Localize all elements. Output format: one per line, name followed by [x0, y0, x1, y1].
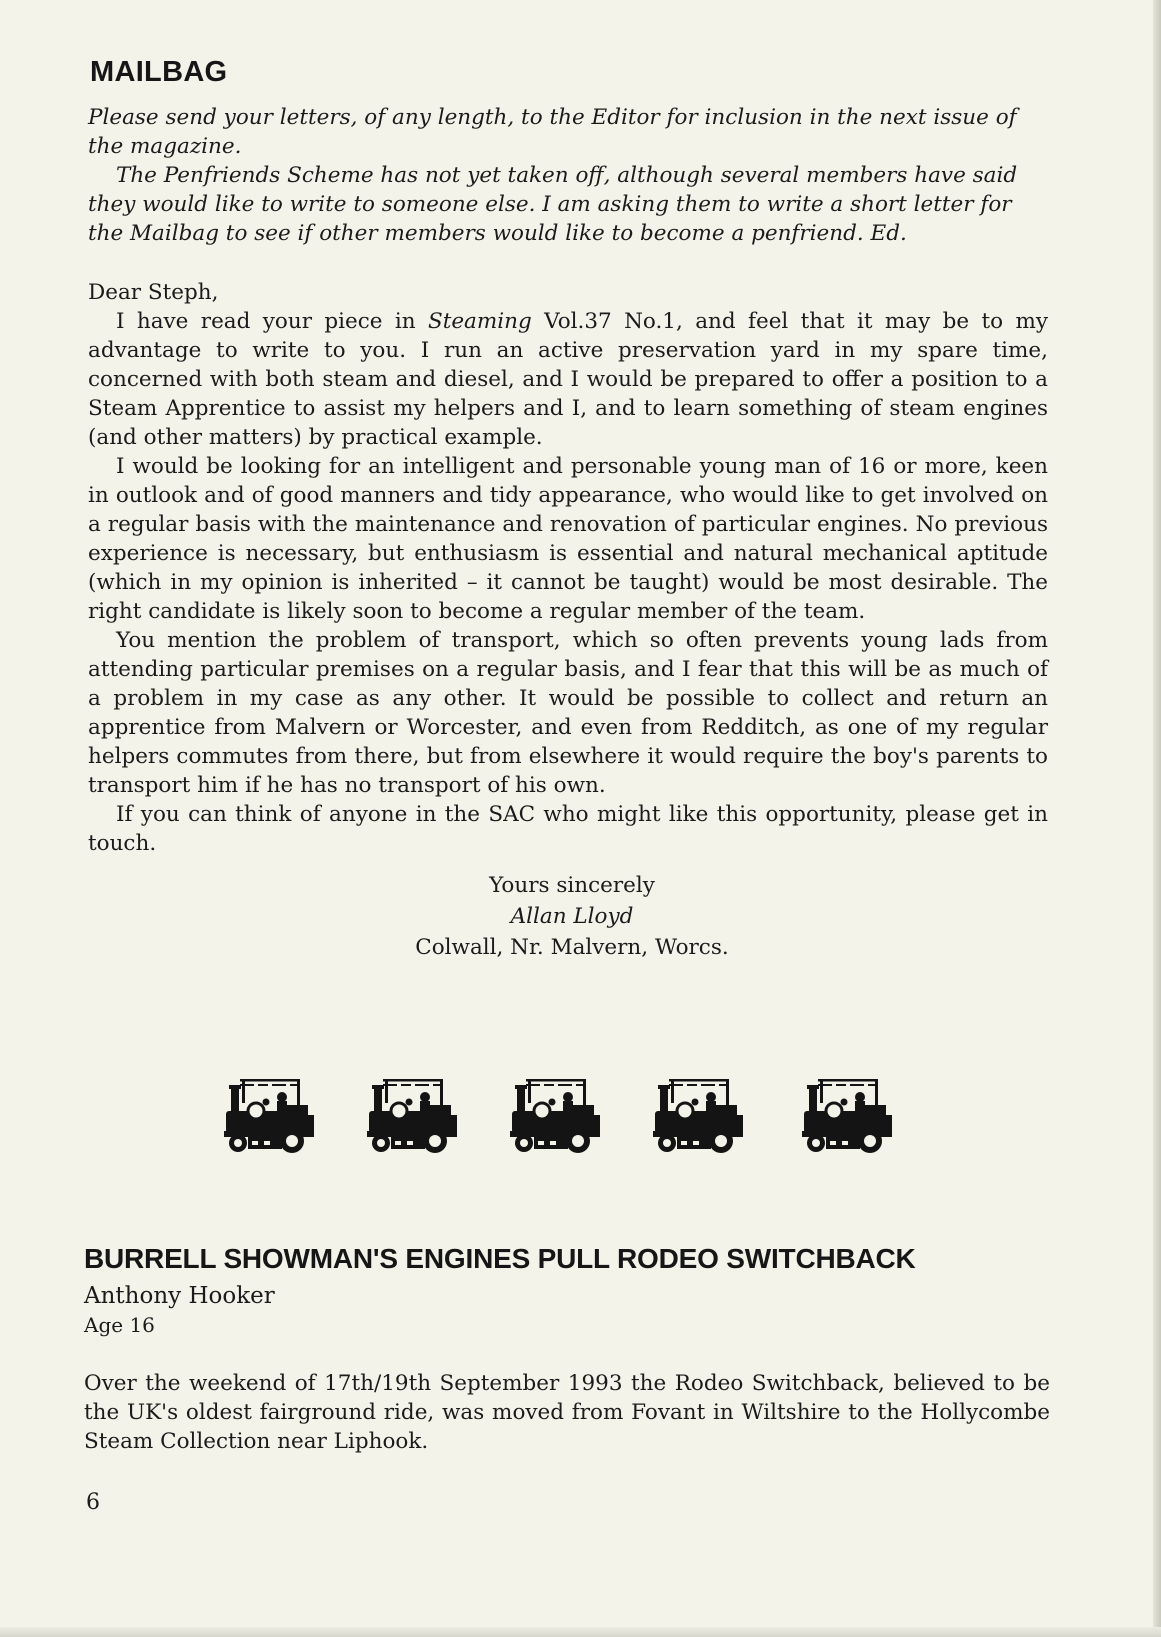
letter-paragraph-1	[88, 307, 1048, 452]
letter-paragraph-2: I would be looking for an intelligent and personable young man of 16 or more, keen in outlook and of good manners and tidy appearance, who would like to get involved on a regular basis with the maintenance and renovation of particular engines. No previous experience is necessary, but enthusiasm is essential and natural mechanical aptitude (which in my opinion is inherited – it cannot be taught) would be most desirable. The right candidate is likely soon to become a regular member of the team.	[88, 454, 1048, 624]
editor-note	[88, 103, 1048, 248]
article-author-age: Age 16	[84, 1313, 155, 1337]
page-number: 6	[86, 1490, 100, 1515]
letter-paragraph-1-start: I have read your piece in	[116, 309, 428, 334]
editor-note-paragraph-1: Please send your letters, of any length, to the Editor for inclusion in the next issue of the magazine.	[88, 105, 1017, 159]
steam-engine-icon	[800, 1075, 896, 1155]
letter-closing: Yours sincerely	[489, 873, 655, 898]
letter-signature: Allan Lloyd	[510, 904, 634, 929]
steam-engine-icon	[651, 1075, 747, 1155]
article-author: Anthony Hooker	[84, 1283, 275, 1309]
article-title: BURRELL SHOWMAN'S ENGINES PULL RODEO SWITCHBACK	[84, 1243, 916, 1274]
editor-note-paragraph-2: The Penfriends Scheme has not yet taken off, although several members have said they would like to write to someone else. I am asking them to write a short letter for the Mailbag to see if other members would like to become a penfriend. Ed.	[88, 163, 1018, 246]
steam-engine-icon	[508, 1075, 604, 1155]
mailbag-title: MAILBAG	[90, 56, 228, 88]
letter-paragraph-3: You mention the problem of transport, which so often prevents young lads from attending particular premises on a regular basis, and I fear that this will be as much of a problem in my case as any other. It would be possible to collect and return an apprentice from Malvern or Worcester, and even from Redditch, as one of my regular helpers commutes from there, but from elsewhere it would require the boy's parents to transport him if he has no transport of his own.	[88, 628, 1048, 798]
article-section	[84, 1243, 1050, 1456]
page-bottom-edge	[0, 1627, 1161, 1637]
mailbag-section	[88, 56, 1048, 963]
letter-address: Colwall, Nr. Malvern, Worcs.	[415, 935, 729, 960]
binding-edge	[1153, 0, 1161, 1637]
letter	[88, 278, 1048, 858]
letter-salutation: Dear Steph,	[88, 280, 219, 305]
engine-divider	[88, 1075, 1048, 1155]
letter-paragraph-1-rest: Vol.37 No.1, and feel that it may be to my advantage to write to you. I run an active preservation yard in my spare time, concerned with both steam and diesel, and I would be prepared to offer a position to a Steam Apprentice to assist my helpers and I, and to learn something of steam engines (and other matters) by practical example.	[88, 309, 1048, 450]
letter-paragraph-4: If you can think of anyone in the SAC who might like this opportunity, please get in touch.	[88, 802, 1048, 856]
steam-engine-icon	[365, 1075, 461, 1155]
article-body: Over the weekend of 17th/19th September 1993 the Rodeo Switchback, believed to be the UK's oldest fairground ride, was moved from Fovant in Wiltshire to the Hollycombe Steam Collection near Liphook.	[84, 1371, 1050, 1454]
steam-engine-icon	[222, 1075, 318, 1155]
magazine-name: Steaming	[427, 309, 532, 334]
letter-signoff	[88, 870, 1048, 963]
